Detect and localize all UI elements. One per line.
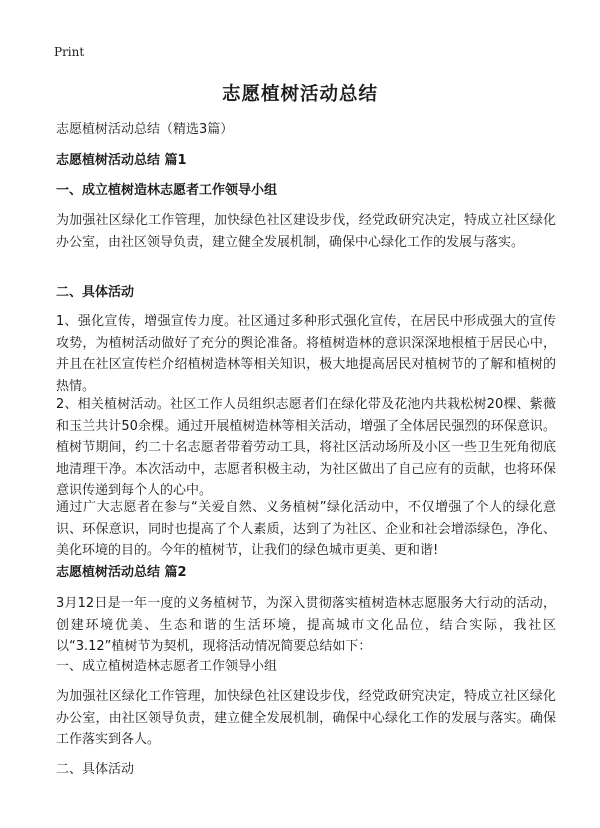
section1-paragraph-2: 1、强化宣传，增强宣传力度。社区通过多种形式强化宣传，在居民中形成强大的宣传攻势，为植树活动做好了充分的舆论准备。将植树造林的意识深深地根植于居民心中，并且在社区宣传栏介绍植树造林等相关知识，极大地提高居民对植树节的了解和植树的热情。 <box>56 314 556 394</box>
page-title: 志愿植树活动总结 <box>221 84 378 105</box>
section2-paragraph-2: 为加强社区绿化工作管理，加快绿色社区建设步伐，经党政研究决定，特成立社区绿化办公室，由社区领导负责，建立健全发展机制，确保中心绿化工作的发展与落实。确保工作落实到各人。 <box>56 689 556 747</box>
section2-subheading-1: 一、成立植树造林志愿者工作领导小组 <box>56 659 278 674</box>
print-link[interactable]: Print <box>54 45 85 59</box>
section1-paragraph-4: 通过广大志愿者在参与“关爱自然、义务植树”绿化活动中，不仅增强了个人的绿化意识、环保意识，同时也提高了个人素质，达到了为社区、企业和社会增添绿色，净化、美化环境的目的。今年的植树节，让我们的绿色城市更美、更和谐! <box>56 500 556 558</box>
section2-heading: 志愿植树活动总结 篇2 <box>56 565 187 580</box>
section1-paragraph-1: 为加强社区绿化工作管理，加快绿色社区建设步伐，经党政研究决定，特成立社区绿化办公室，由社区领导负责，建立健全发展机制，确保中心绿化工作的发展与落实。 <box>56 213 556 250</box>
section1-heading: 志愿植树活动总结 篇1 <box>56 153 187 168</box>
section2-paragraph-1: 3月12日是一年一度的义务植树节，为深入贯彻落实植树造林志愿服务大行动的活动，创建环境优美、生态和谐的生活环境，提高城市文化品位，结合实际，我社区以“3.12”植树节为契机，现将活动情况简要总结如下： <box>56 596 556 654</box>
section1-subheading-1: 一、成立植树造林志愿者工作领导小组 <box>56 183 278 198</box>
section2-subheading-2: 二、具体活动 <box>56 762 135 777</box>
section1-subheading-2: 二、具体活动 <box>56 285 135 300</box>
section1-paragraph-3: 2、相关植树活动。社区工作人员组织志愿者们在绿化带及花池内共栽松树20棵、紫薇和玉兰共计50余棵。通过开展植树造林等相关活动，增强了全体居民强烈的环保意识。植树节期间，约二十名志愿者带着劳动工具，将社区活动场所及小区一些卫生死角彻底地清理干净。本次活动中，志愿者积极主动，为社区做出了自己应有的贡献，也将环保意识传递到每个人的心中。 <box>56 397 556 498</box>
article-subtitle: 志愿植树活动总结（精选3篇） <box>56 122 234 137</box>
